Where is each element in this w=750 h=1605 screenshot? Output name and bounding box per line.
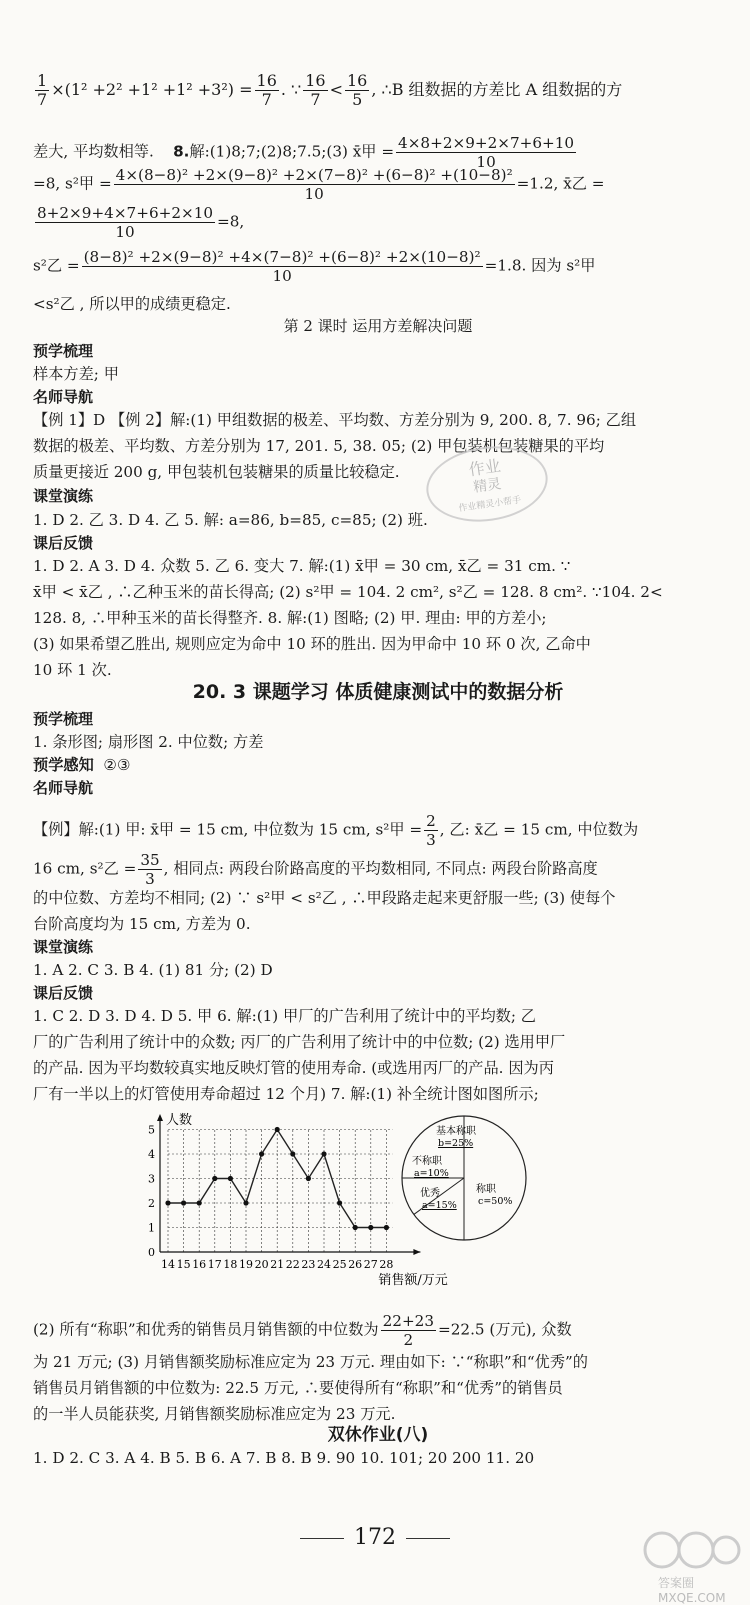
- text-line: [33, 755, 723, 775]
- pie-slice-value: a=15%: [422, 1200, 457, 1211]
- text-line: 销售员月销售额的中位数为: 22.5 万元, ∴要使得所有“称职”和“优秀”的销售员: [33, 1379, 563, 1397]
- text-line: x̄甲 < x̄乙 , ∴乙种玉米的苗长得高; (2) s²甲 = 104. 2 cm², s²乙 = 128. 8 cm². ∵104. 2<: [33, 583, 663, 601]
- denominator: 2: [403, 1331, 414, 1349]
- text-line: 的中位数、方差均不相同; (2) ∵ s²甲 < s²乙 , ∴甲段路走起来更舒服一些; (3) 使每个: [33, 889, 616, 907]
- data-point: [197, 1200, 202, 1205]
- text-line: 数据的极差、平均数、方差分别为 17, 201. 5, 38. 05; (2) 甲包装机包装糖果的平均: [33, 437, 605, 455]
- data-point: [321, 1151, 326, 1156]
- text-line: 质量更接近 200 g, 甲包装机包装糖果的质量比较稳定.: [33, 463, 400, 481]
- text-line: 1. A 2. C 3. B 4. (1) 81 分; (2) D: [33, 961, 273, 979]
- denominator: 7: [261, 90, 272, 109]
- text-span: ②③: [103, 756, 131, 774]
- denominator: 3: [145, 870, 155, 888]
- x-tick-label: 28: [379, 1258, 394, 1271]
- text-span: 16 cm, s²乙 =: [33, 859, 137, 878]
- y-tick-label: 0: [148, 1246, 155, 1259]
- data-point: [290, 1151, 295, 1156]
- section-heading: 课后反馈: [33, 534, 94, 552]
- numerator: 16: [347, 71, 368, 90]
- text-span: <: [329, 80, 343, 99]
- section-heading: 名师导航: [33, 779, 94, 797]
- text-line: [33, 248, 723, 285]
- section-heading: 课堂演练: [33, 487, 94, 505]
- x-tick-label: 23: [301, 1258, 316, 1271]
- page-number-row: [0, 1525, 750, 1550]
- fraction: [424, 812, 438, 849]
- text-line: 【例 1】D 【例 2】解:(1) 甲组数据的极差、平均数、方差分别为 9, 200. 8, 7. 96; 乙组: [33, 411, 637, 429]
- x-tick-label: 20: [254, 1258, 269, 1271]
- y-axis-arrow: [157, 1114, 163, 1121]
- text-span: , 乙: x̄乙 = 15 cm, 中位数为: [439, 820, 639, 839]
- text-line: [33, 1312, 723, 1349]
- fraction: [255, 72, 279, 109]
- text-line: [33, 851, 723, 888]
- x-tick-label: 21: [270, 1258, 285, 1271]
- text-line: [33, 812, 723, 849]
- text-span: (2) 所有“称职”和优秀的销售员月销售额的中位数为: [33, 1320, 379, 1339]
- y-tick-label: 4: [148, 1148, 155, 1161]
- fraction: [345, 72, 369, 109]
- section-title: 双休作业(八): [327, 1425, 429, 1445]
- section-heading: 预学梳理: [33, 342, 94, 360]
- watermark-text: 答案圈 MXQE.COM: [658, 1576, 726, 1605]
- dash: [406, 1538, 450, 1539]
- data-point: [228, 1176, 233, 1181]
- data-point: [275, 1127, 280, 1132]
- numerator: 4×8+2×9+2×7+6+10: [398, 134, 575, 152]
- numerator: 1: [37, 71, 48, 90]
- dash: [300, 1538, 344, 1539]
- data-point: [306, 1176, 311, 1181]
- x-tick-label: 15: [176, 1258, 191, 1271]
- data-point: [181, 1200, 186, 1205]
- x-axis-label: 销售额/万元: [378, 1273, 448, 1288]
- text-line: <s²乙 , 所以甲的成绩更稳定.: [33, 295, 231, 313]
- fraction: [114, 166, 515, 203]
- numerator: 35: [140, 851, 160, 869]
- y-axis-label: 人数: [166, 1113, 193, 1128]
- pie-slice-value: c=50%: [478, 1196, 513, 1207]
- x-tick-label: 25: [332, 1258, 347, 1271]
- numerator: 16: [305, 71, 326, 90]
- data-point: [259, 1151, 264, 1156]
- text-line: 1. D 2. 乙 3. D 4. 乙 5. 解: a=86, b=85, c=85; (2) 班.: [33, 511, 428, 529]
- text-line: 的一半人员能获奖, 月销售额奖励标准应定为 23 万元.: [33, 1405, 396, 1423]
- section-heading: 名师导航: [33, 388, 94, 406]
- text-line: 的产品. 因为平均数较真实地反映灯管的使用寿命. (或选用丙厂的产品. 因为丙: [33, 1059, 554, 1077]
- text-span: 【例】解:(1) 甲: x̄甲 = 15 cm, 中位数为 15 cm, s²甲 =: [33, 820, 423, 839]
- text-span: =1.2, x̄乙 =: [516, 174, 605, 193]
- text-line: [33, 166, 723, 203]
- pie-slice-label: 称职: [476, 1184, 496, 1195]
- fraction: [82, 248, 483, 285]
- denominator: 5: [352, 90, 363, 109]
- lesson-title: 第 2 课时 运用方差解决问题: [283, 317, 473, 335]
- pie-chart: [398, 1112, 530, 1244]
- text-span: =8,: [217, 212, 245, 231]
- section-heading: 预学感知: [33, 756, 94, 774]
- page-number: 172: [354, 1525, 396, 1550]
- fraction: [138, 851, 161, 888]
- fraction: [35, 204, 215, 241]
- text-span: s²乙 =: [33, 256, 80, 275]
- watermark-logo: [640, 1528, 740, 1570]
- text-line: (3) 如果希望乙胜出, 规则应定为命中 10 环的胜出. 因为甲命中 10 环 0 次, 乙命中: [33, 635, 591, 653]
- denominator: 10: [304, 185, 324, 203]
- x-tick-label: 27: [363, 1258, 378, 1271]
- text-line: 厂有一半以上的灯管使用寿命超过 12 个月) 7. 解:(1) 补全统计图如图所示;: [33, 1085, 539, 1103]
- x-tick-label: 19: [239, 1258, 253, 1271]
- numerator: 22+23: [382, 1312, 435, 1330]
- x-tick-label: 17: [207, 1258, 222, 1271]
- data-point: [212, 1176, 217, 1181]
- section-title: 20. 3 课题学习 体质健康测试中的数据分析: [192, 681, 564, 703]
- stamp-text: 作业精灵小帮手: [458, 495, 522, 515]
- x-tick-label: 24: [317, 1258, 331, 1271]
- section-heading: 课堂演练: [33, 938, 94, 956]
- x-axis-arrow: [413, 1249, 420, 1255]
- denominator: 7: [37, 90, 48, 109]
- text-span: ×(1² +2² +1² +1² +3²) =: [51, 80, 253, 99]
- numerator: 4×(8−8)² +2×(9−8)² +2×(7−8)² +(6−8)² +(10−8)²: [115, 166, 513, 184]
- data-point: [368, 1225, 373, 1230]
- section-heading: 课后反馈: [33, 984, 94, 1002]
- numerator: (8−8)² +2×(9−8)² +4×(7−8)² +(6−8)² +2×(10−8)²: [83, 248, 481, 266]
- pie-slice-label: 基本称职: [436, 1126, 476, 1137]
- pie-slice-value: a=10%: [414, 1168, 449, 1179]
- text-span: =8, s²甲 =: [33, 174, 112, 193]
- stamp-text: 精灵: [472, 476, 503, 496]
- x-tick-label: 22: [285, 1258, 300, 1271]
- watermark: [640, 1528, 750, 1605]
- denominator: 10: [115, 223, 135, 241]
- fraction: [303, 72, 327, 109]
- y-tick-label: 5: [148, 1123, 155, 1137]
- question-number: 8.: [173, 142, 190, 161]
- text-line: 128. 8, ∴甲种玉米的苗长得整齐. 8. 解:(1) 图略; (2) 甲. 理由: 甲的方差小;: [33, 609, 547, 627]
- text-line: [33, 204, 723, 241]
- text-span: =1.8. 因为 s²甲: [484, 256, 596, 275]
- fraction: [381, 1312, 436, 1349]
- text-line: 1. D 2. C 3. A 4. B 5. B 6. A 7. B 8. B 9. 90 10. 101; 20 200 11. 20: [33, 1449, 535, 1467]
- text-line: 为 21 万元; (3) 月销售额奖励标准应定为 23 万元. 理由如下: ∵“称职”和“优秀”的: [33, 1353, 588, 1371]
- text-line: 样本方差; 甲: [33, 365, 119, 383]
- text-line: 10 环 1 次.: [33, 661, 112, 679]
- text-span: =22.5 (万元), 众数: [438, 1320, 572, 1339]
- section-heading: 预学梳理: [33, 710, 94, 728]
- y-tick-label: 3: [148, 1172, 155, 1186]
- y-tick-label: 1: [148, 1221, 155, 1235]
- x-tick-label: 18: [223, 1258, 238, 1271]
- y-tick-label: 2: [148, 1197, 155, 1210]
- denominator: 10: [476, 153, 496, 171]
- data-point: [384, 1225, 389, 1230]
- data-point: [337, 1200, 342, 1205]
- fraction: [35, 72, 49, 109]
- text-line: 1. C 2. D 3. D 4. D 5. 甲 6. 解:(1) 甲厂的广告利用了统计中的平均数; 乙: [33, 1007, 536, 1025]
- text-line: [33, 72, 723, 109]
- numerator: 16: [256, 71, 277, 90]
- pie-slice-label: 优秀: [420, 1188, 440, 1199]
- text-line: 台阶高度均为 15 cm, 方差为 0.: [33, 915, 251, 933]
- data-point: [353, 1225, 358, 1230]
- data-point: [243, 1200, 248, 1205]
- x-tick-label: 16: [192, 1258, 207, 1271]
- text-span: , 相同点: 两段台阶路高度的平均数相同, 不同点: 两段台阶路高度: [163, 859, 598, 878]
- pie-slice-value: b=25%: [438, 1138, 474, 1149]
- denominator: 3: [426, 831, 436, 849]
- text-span: . ∵: [280, 80, 302, 99]
- text-line: 厂的广告利用了统计中的众数; 丙厂的广告利用了统计中的中位数; (2) 选用甲厂: [33, 1033, 566, 1051]
- text-span: , ∴B 组数据的方差比 A 组数据的方: [371, 80, 623, 99]
- pie-slice-label: 不称职: [412, 1156, 442, 1167]
- text-span: 解:(1)8;7;(2)8;7.5;(3) x̄甲 =: [189, 142, 395, 161]
- text-line: 1. 条形图; 扇形图 2. 中位数; 方差: [33, 733, 264, 751]
- x-tick-label: 26: [348, 1258, 363, 1271]
- denominator: 10: [272, 267, 292, 285]
- data-point: [165, 1200, 170, 1205]
- numerator: 2: [426, 812, 436, 830]
- x-tick-label: 14: [161, 1258, 175, 1271]
- numerator: 8+2×9+4×7+6+2×10: [37, 204, 214, 222]
- stamp-text: 作业: [467, 456, 502, 480]
- text-line: 1. D 2. A 3. D 4. 众数 5. 乙 6. 变大 7. 解:(1) x̄甲 = 30 cm, x̄乙 = 31 cm. ∵: [33, 557, 571, 575]
- denominator: 7: [310, 90, 321, 109]
- text-span: 差大, 平均数相等.: [33, 142, 154, 161]
